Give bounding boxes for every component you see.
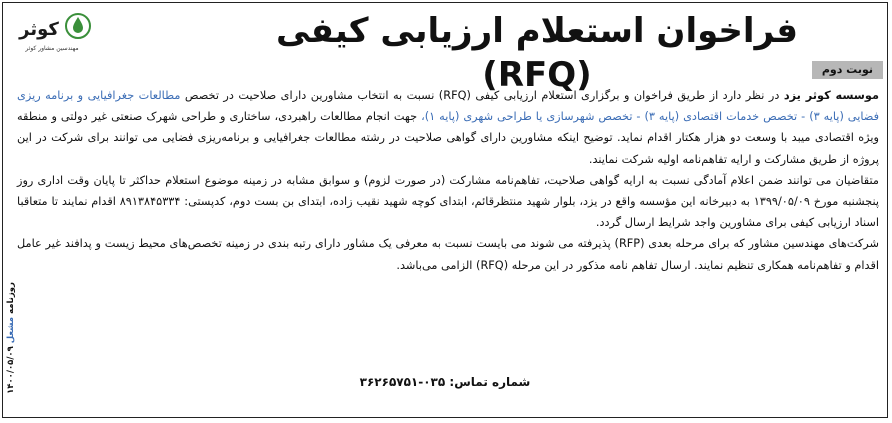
specialties-text: مطالعات جغرافیایی و برنامه ریزی فضایی (پایه ۳) - تخصص خدمات اقتصادی (پایه ۳) - تخصص شهرسازی یا طراحی شهری (پایه ۱)، bbox=[17, 89, 880, 124]
paragraph-requirements: شرکت‌های مهندسین مشاور که برای مرحله بعدی (RFP) پذیرفته می شوند می بایست نسبت به معرفی یک مشاور دارای رتبه بندی در زمینه تخصص‌های محیط زیست و پدافند غیر عامل اقدام و تفاهم‌نامه همکاری تنظیم نمایند. ارسال تفاهم نامه مذکور در این مرحله (RFQ) الزامی می‌باشد. bbox=[17, 237, 879, 272]
newspaper-name: مشعل bbox=[6, 316, 16, 344]
publication-strip bbox=[3, 253, 19, 423]
page-title: فراخوان استعلام ارزیابی کیفی (RFQ) bbox=[276, 11, 798, 95]
contact-label: شماره تماس: bbox=[449, 375, 531, 389]
project-text: جهت انجام مطالعات راهبردی، ساختاری و طراحی شهرک صنعتی غیر دولتی و منطقه ویژه اقتصادی میبد با وسعت دو هزار هکتار اقدام نماید. توضیح اینکه مشاورین دارای گواهی صلاحیت در رشته مطالعات جغرافیایی و برنامه‌ریزی فضایی می توانند برای شرکت در این پروژه از طریق مشارکت و ارایه تفاهم‌نامه اولیه شرکت نمایند. bbox=[17, 110, 879, 166]
logo-name: کوثر bbox=[19, 19, 59, 40]
newspaper-prefix: روزنامه bbox=[6, 282, 16, 314]
publication-date: ۱۴۰۰/۰۵/۰۹ bbox=[6, 346, 16, 394]
intro-text: در نظر دارد از طریق فراخوان و برگزاری استعلام ارزیابی کیفی (RFQ) نسبت به انتخاب مشاورین دارای صلاحیت در تخصص bbox=[184, 89, 780, 102]
round-badge: نوبت دوم bbox=[812, 61, 883, 79]
announcement-body bbox=[17, 85, 879, 276]
advertisement-frame bbox=[2, 2, 888, 418]
paragraph-intro bbox=[17, 85, 879, 170]
logo-tagline: مهندسین مشاور کوثر bbox=[25, 45, 79, 52]
contact-phone: ۰۳۵-۳۶۲۶۵۷۵۱ bbox=[359, 375, 446, 389]
kowsar-logo bbox=[13, 11, 91, 55]
paragraph-submission: متقاضیان می توانند ضمن اعلام آمادگی نسبت به ارایه گواهی صلاحیت، تفاهم‌نامه مشارکت (در صورت لزوم) و سوابق مشابه در زمینه موضوع استعلام حداکثر تا پایان وقت اداری روز پنجشنبه مورخ ۱۳۹۹/۰۵/۰۹ به دبیرخانه این مؤسسه واقع در یزد، بلوار شهید منتظرقائم، ابتدای کوچه شهید نقیب زاده، ابتدای بن بست دوم، کدپستی: ۸۹۱۳۸۴۵۳۳۴ اقدام نمایند تا متعاقبا اسناد ارزیابی کیفی برای مشاورین واجد شرایط ارسال گردد. bbox=[17, 173, 879, 230]
organization-name: موسسه کوثر یزد bbox=[783, 89, 879, 102]
water-drop-icon bbox=[65, 11, 91, 41]
contact-line bbox=[3, 375, 887, 389]
